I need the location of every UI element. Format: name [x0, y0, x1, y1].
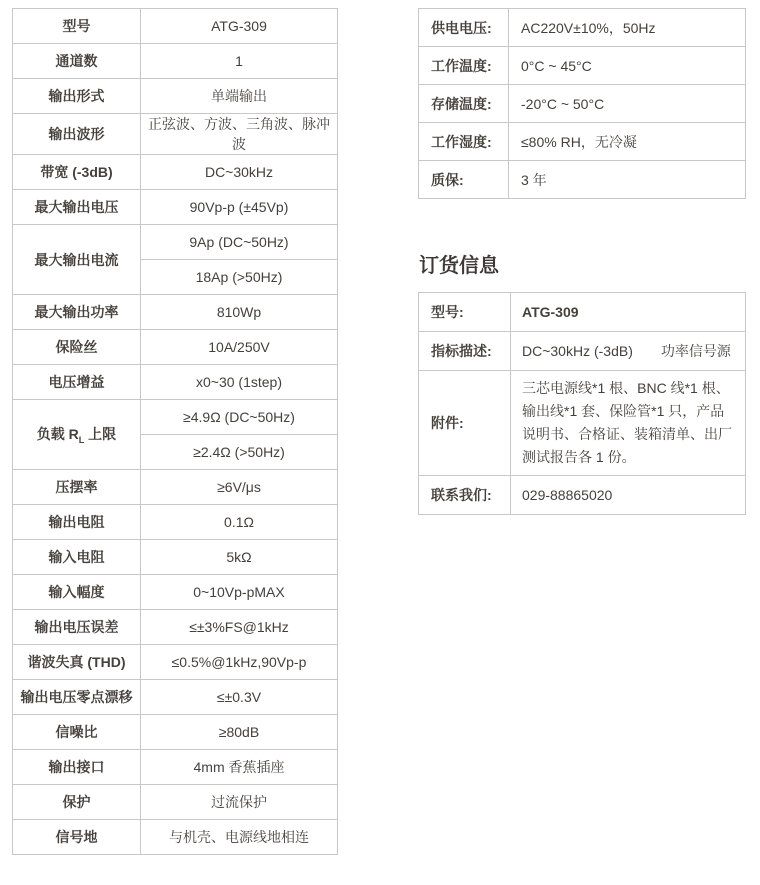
env-value: AC220V±10%，50Hz — [509, 9, 746, 47]
table-row — [419, 293, 746, 332]
spec-label: 通道数 — [13, 44, 141, 79]
spec-label — [13, 400, 141, 470]
spec-label: 谐波失真 (THD) — [13, 645, 141, 680]
spec-value: 正弦波、方波、三角波、脉冲波 — [141, 114, 338, 155]
table-row — [13, 9, 338, 44]
spec-value: ≤0.5%@1kHz,90Vp-p — [141, 645, 338, 680]
env-value: 3 年 — [509, 161, 746, 199]
spec-label: 电压增益 — [13, 365, 141, 400]
spec-label-text: 负载 R — [36, 426, 79, 443]
spec-label: 输出波形 — [13, 114, 141, 155]
table-row — [13, 610, 338, 645]
table-row — [13, 470, 338, 505]
spec-label-text: 上限 — [84, 426, 117, 443]
spec-value: 单端输出 — [141, 79, 338, 114]
spec-label: 最大输出电流 — [13, 225, 141, 295]
spec-value: 10A/250V — [141, 330, 338, 365]
spec-value: 0~10Vp-pMAX — [141, 575, 338, 610]
spec-value: 810Wp — [141, 295, 338, 330]
spec-value: ≥6V/μs — [141, 470, 338, 505]
table-row — [13, 295, 338, 330]
table-row — [13, 785, 338, 820]
table-row — [13, 575, 338, 610]
spec-label: 保险丝 — [13, 330, 141, 365]
spec-value: ≥80dB — [141, 715, 338, 750]
spec-label: 最大输出功率 — [13, 295, 141, 330]
spec-value: ≤±0.3V — [141, 680, 338, 715]
env-label: 存储温度: — [419, 85, 509, 123]
spec-value: 过流保护 — [141, 785, 338, 820]
spec-label: 输出电压零点漂移 — [13, 680, 141, 715]
env-label: 工作湿度: — [419, 123, 509, 161]
table-row — [13, 190, 338, 225]
table-row — [419, 85, 746, 123]
spec-value: 5kΩ — [141, 540, 338, 575]
spec-value: 4mm 香蕉插座 — [141, 750, 338, 785]
spec-value: 与机壳、电源线地相连 — [141, 820, 338, 855]
env-label: 工作温度: — [419, 47, 509, 85]
spec-label: 带宽 (-3dB) — [13, 155, 141, 190]
table-row — [419, 123, 746, 161]
spec-value: 0.1Ω — [141, 505, 338, 540]
table-row — [13, 680, 338, 715]
table-row — [419, 161, 746, 199]
table-row — [419, 9, 746, 47]
spec-value: ATG-309 — [141, 9, 338, 44]
spec-label: 保护 — [13, 785, 141, 820]
table-row — [13, 645, 338, 680]
spec-value: ≤±3%FS@1kHz — [141, 610, 338, 645]
spec-label: 型号 — [13, 9, 141, 44]
spec-value: 9Ap (DC~50Hz) — [141, 225, 338, 260]
table-row — [13, 44, 338, 79]
spec-label: 输入电阻 — [13, 540, 141, 575]
table-row — [13, 715, 338, 750]
environment-table — [418, 8, 746, 199]
spec-value: x0~30 (1step) — [141, 365, 338, 400]
spec-label: 输入幅度 — [13, 575, 141, 610]
order-info-heading: 订货信息 — [419, 255, 499, 277]
table-row — [13, 365, 338, 400]
spec-label-subscript: L — [78, 434, 85, 445]
order-label: 附件: — [419, 371, 511, 476]
order-value-contact: 029-88865020 — [511, 476, 746, 515]
spec-table — [12, 8, 338, 855]
spec-label: 压摆率 — [13, 470, 141, 505]
order-label: 指标描述: — [419, 332, 511, 371]
table-row — [13, 750, 338, 785]
spec-value: ≥2.4Ω (>50Hz) — [141, 435, 338, 470]
spec-value: 18Ap (>50Hz) — [141, 260, 338, 295]
spec-label: 信号地 — [13, 820, 141, 855]
table-row — [13, 400, 338, 435]
table-row — [419, 476, 746, 515]
spec-label: 最大输出电压 — [13, 190, 141, 225]
table-row — [13, 79, 338, 114]
spec-label: 信噪比 — [13, 715, 141, 750]
env-value: 0°C ~ 45°C — [509, 47, 746, 85]
env-value: -20°C ~ 50°C — [509, 85, 746, 123]
spec-label: 输出电压误差 — [13, 610, 141, 645]
table-row — [13, 114, 338, 155]
order-value-model: ATG-309 — [511, 293, 746, 332]
order-label: 联系我们: — [419, 476, 511, 515]
spec-value: 90Vp-p (±45Vp) — [141, 190, 338, 225]
table-row — [419, 332, 746, 371]
table-row — [419, 47, 746, 85]
env-label: 供电电压: — [419, 9, 509, 47]
table-row — [13, 225, 338, 260]
table-row — [13, 820, 338, 855]
env-label: 质保: — [419, 161, 509, 199]
env-value: ≤80% RH，无冷凝 — [509, 123, 746, 161]
table-row — [13, 540, 338, 575]
spec-label: 输出电阻 — [13, 505, 141, 540]
spec-label: 输出接口 — [13, 750, 141, 785]
order-value-description: DC~30kHz (-3dB) 功率信号源 — [511, 332, 746, 371]
spec-value: DC~30kHz — [141, 155, 338, 190]
table-row — [13, 505, 338, 540]
order-label: 型号: — [419, 293, 511, 332]
spec-value: 1 — [141, 44, 338, 79]
spec-label: 输出形式 — [13, 79, 141, 114]
table-row — [13, 330, 338, 365]
order-value-accessories: 三芯电源线*1 根、BNC 线*1 根、输出线*1 套、保险管*1 只，产品说明书、合格证、装箱清单、出厂测试报告各 1 份。 — [511, 371, 746, 476]
table-row — [13, 155, 338, 190]
spec-value: ≥4.9Ω (DC~50Hz) — [141, 400, 338, 435]
table-row — [419, 371, 746, 476]
order-info-table — [418, 292, 746, 515]
